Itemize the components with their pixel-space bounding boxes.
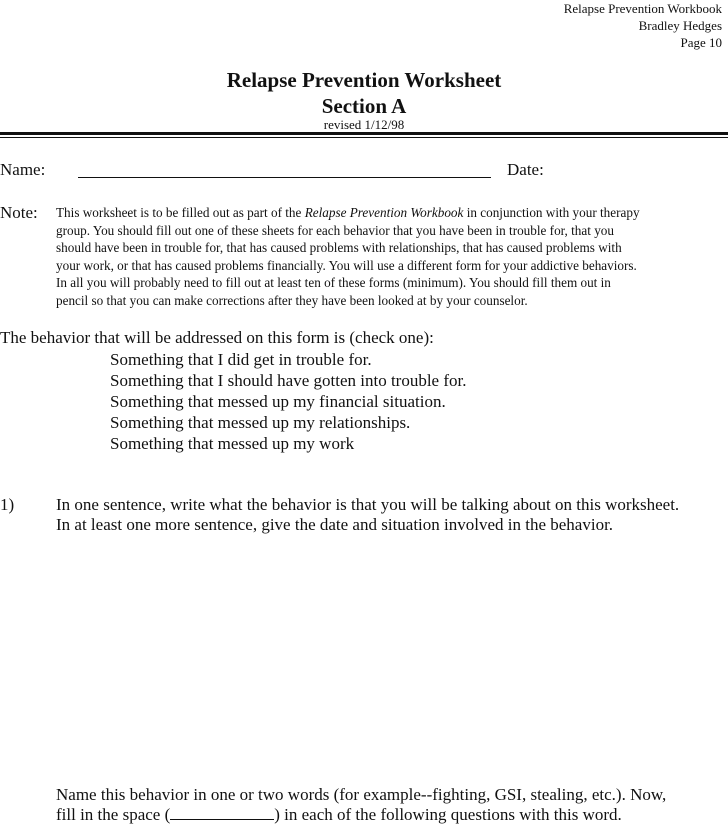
name-behavior-line-2 [56,805,726,825]
note-line-2: group. You should fill out one of these sheets for each behavior that you have been in trouble for, that you [56,222,614,238]
question-1-text [56,495,726,535]
name-behavior-line-2-post: ) in each of the following questions with this word. [274,805,622,824]
name-label: Name: [0,160,46,179]
title-line-1: Relapse Prevention Worksheet [226,68,502,92]
behavior-option[interactable]: Something that messed up my relationships. [110,413,411,432]
title-divider-thick [0,132,728,135]
header-author: Bradley Hedges [638,18,722,33]
header-page-number: Page 10 [680,35,722,50]
name-behavior-line-2-pre: fill in the space ( [56,805,171,824]
behavior-prompt: The behavior that will be addressed on this form is (check one): [0,328,434,347]
note-line-5: In all you will probably need to fill out at least ten of these forms (minimum). You should fill them out in [56,275,611,290]
page-header [564,0,722,51]
fill-in-blank[interactable] [170,805,274,820]
title-line-2: Section A [321,94,407,118]
question-1-line-1: In one sentence, write what the behavior is that you will be talking about on this worksheet. [56,495,680,514]
header-workbook-title: Relapse Prevention Workbook [563,1,722,16]
note-label: Note: [0,203,38,222]
note-line-4: your work, or that has caused problems financially. You will use a different form for your addictive behaviors. [56,257,637,273]
date-label: Date: [507,160,544,179]
behavior-option[interactable]: Something that I did get in trouble for. [110,350,372,369]
behavior-option[interactable]: Something that messed up my financial situation. [110,392,446,411]
revised-date: revised 1/12/98 [323,117,405,132]
note-line-1 [56,204,724,222]
note-line-1-pre: This worksheet is to be filled out as part of the [56,205,305,220]
question-1-number: 1) [0,495,15,514]
note-line-1-post: in conjunction with your therapy [463,205,640,220]
note-line-3: should have been in trouble for, that has caused problems with relationships, that has caused problems with [56,240,622,255]
question-1-line-2: In at least one more sentence, give the date and situation involved in the behavior. [56,515,614,534]
page-title [0,67,728,119]
note-line-6: pencil so that you can make corrections after they have been looked at by your counselor. [56,292,528,308]
name-behavior-line-1: Name this behavior in one or two words (for example--fighting, GSI, stealing, etc.). Now, [56,785,667,804]
workbook-title-italic: Relapse Prevention Workbook [304,205,464,220]
note-text [56,204,724,309]
title-divider-thin [0,137,728,138]
name-behavior-instructions [56,785,726,825]
answer-area[interactable] [56,545,724,775]
name-field-line[interactable] [78,177,491,178]
behavior-option[interactable]: Something that messed up my work [110,434,355,453]
behavior-option[interactable]: Something that I should have gotten into trouble for. [110,371,467,390]
